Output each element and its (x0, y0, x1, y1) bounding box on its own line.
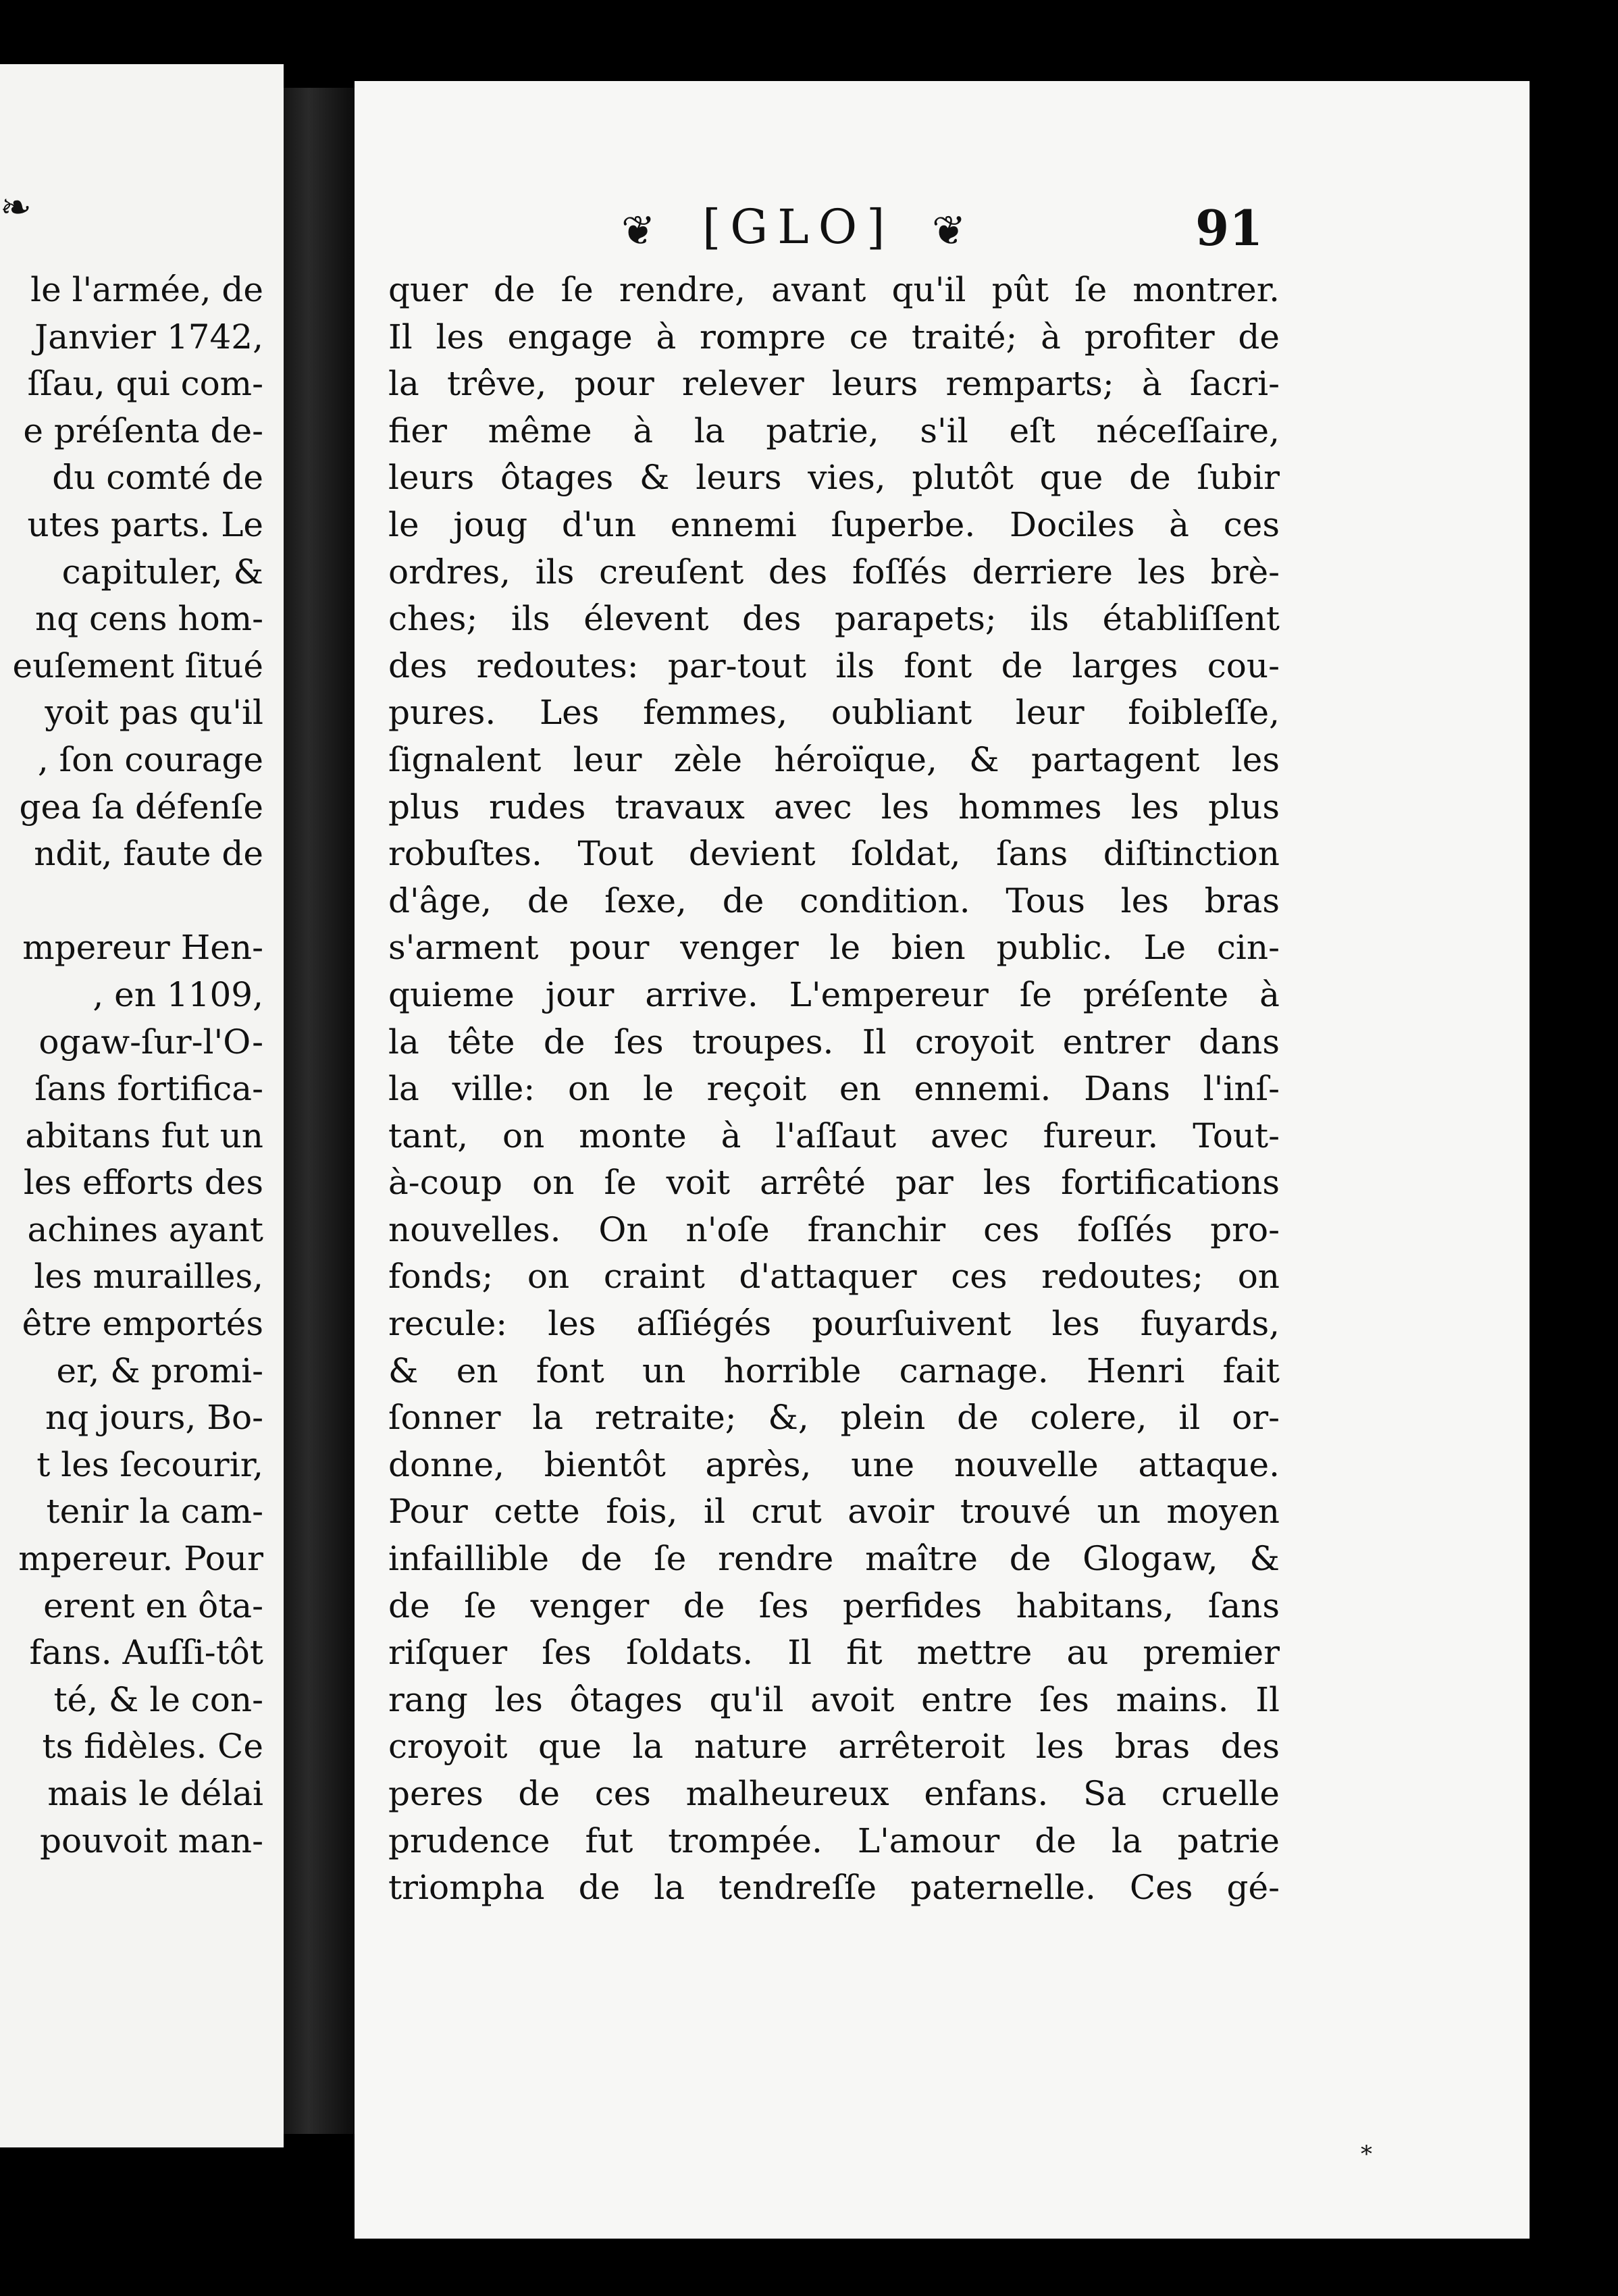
text-line: ſonner la retraite; &, plein de colere, il or- (388, 1398, 1280, 1438)
book-gutter (284, 88, 355, 2134)
text-line: donne, bientôt après, une nouvelle attaque. (388, 1444, 1280, 1484)
left-page-line: yoit pas qu'il (45, 693, 263, 733)
left-page-line: mpereur. Pour (18, 1539, 263, 1579)
text-line: Il les engage à rompre ce traité; à profiter de (388, 317, 1280, 357)
left-page-line: ogaw-ſur-l'O- (38, 1022, 263, 1062)
text-line: des redoutes: par-tout ils font de larges cou- (388, 646, 1280, 685)
text-line: à-coup on ſe voit arrêté par les fortifications (388, 1163, 1280, 1203)
text-line: d'âge, de ſexe, de condition. Tous les bras (388, 881, 1280, 920)
left-page-line: les efforts des (23, 1163, 263, 1203)
left-page-line: achines ayant (27, 1209, 263, 1249)
left-page-line: utes parts. Le (27, 504, 263, 544)
text-line: peres de ces malheureux enfans. Sa cruelle (388, 1774, 1280, 1813)
text-line: ſignalent leur zèle héroïque, & partagent les (388, 739, 1280, 779)
left-page-line: gea ſa défenſe (19, 787, 263, 827)
text-line: leurs ôtages & leurs vies, plutôt que de ſubir (388, 458, 1280, 498)
left-page-line: ſans fortifica- (34, 1069, 263, 1109)
text-line: quer de ſe rendre, avant qu'il pût ſe montrer. (388, 270, 1280, 309)
left-page-line: ſſau, qui com- (27, 364, 263, 404)
text-line: croyoit que la nature arrêteroit les bras des (388, 1727, 1280, 1767)
text-line: de ſe venger de ſes perfides habitans, ſans (388, 1586, 1280, 1625)
left-page-line: être emportés (22, 1304, 263, 1344)
left-page-line: t les ſecourir, (36, 1444, 263, 1484)
text-line: nouvelles. On n'oſe franchir ces foſſés pro- (388, 1209, 1280, 1249)
text-line: & en font un horrible carnage. Henri fait (388, 1351, 1280, 1390)
bottom-mark: * (1361, 2141, 1372, 2168)
left-page-ornament: ❧ (0, 186, 32, 230)
text-line: la tête de ſes troupes. Il croyoit entrer dans (388, 1022, 1280, 1062)
text-line: robuſtes. Tout devient ſoldat, ſans diſtinction (388, 834, 1280, 874)
left-page-line: ndit, faute de (34, 834, 263, 874)
right-page (355, 81, 1530, 2239)
left-page-line: nq cens hom- (34, 599, 263, 639)
text-line: rang les ôtages qu'il avoit entre ſes mains. Il (388, 1679, 1280, 1719)
left-page-line: erent en ôta- (43, 1586, 263, 1625)
text-line: quieme jour arrive. L'empereur ſe préſente à (388, 974, 1280, 1014)
text-line: tant, on monte à l'aſſaut avec fureur. Tout- (388, 1116, 1280, 1155)
text-line: s'arment pour venger le bien public. Le cin- (388, 928, 1280, 968)
left-page-line: fans. Auſſi-tôt (29, 1633, 263, 1673)
left-page-line: té, & le con- (53, 1679, 263, 1719)
text-line: fier même à la patrie, s'il eſt néceſſaire, (388, 411, 1280, 450)
left-page-line: mais le délai (47, 1774, 263, 1813)
text-line: ordres, ils creuſent des foſſés derriere les brè- (388, 552, 1280, 592)
left-page-line: le l'armée, de (30, 270, 263, 309)
left-page-line: er, & promi- (56, 1351, 263, 1390)
left-page-line: pouvoit man- (40, 1821, 263, 1860)
left-page-line: tenir la cam- (46, 1492, 263, 1532)
left-page-line: , en 1109, (93, 974, 263, 1014)
left-page-line: abitans fut un (25, 1116, 263, 1155)
text-line: ches; ils élevent des parapets; ils établiſſent (388, 599, 1280, 639)
header-title: [GLO] (702, 199, 895, 255)
left-page-line: nq jours, Bo- (45, 1398, 263, 1438)
ornament-left-icon: ❦ (621, 207, 656, 255)
left-page-line: euſement ſitué (12, 646, 263, 685)
left-page (0, 64, 284, 2147)
running-header (355, 199, 1530, 260)
text-line: Pour cette fois, il crut avoir trouvé un moyen (388, 1492, 1280, 1532)
text-line: pures. Les femmes, oubliant leur foibleſſe, (388, 693, 1280, 733)
text-line: la ville: on le reçoit en ennemi. Dans l'inſ- (388, 1069, 1280, 1109)
left-page-line: les murailles, (34, 1257, 263, 1297)
left-page-line: e préſenta de- (23, 411, 263, 450)
text-line: prudence fut trompée. L'amour de la patrie (388, 1821, 1280, 1860)
left-page-line: du comté de (52, 458, 263, 498)
left-page-line: Janvier 1742, (34, 317, 263, 357)
left-page-line: capituler, & (61, 552, 263, 592)
left-page-line: mpereur Hen- (22, 928, 263, 968)
body-text (388, 267, 1280, 1912)
left-page-line (0, 878, 263, 925)
text-line: infaillible de ſe rendre maître de Glogaw, & (388, 1539, 1280, 1579)
ornament-right-icon: ❦ (932, 207, 966, 255)
text-line: triompha de la tendreſſe paternelle. Ces gé- (388, 1868, 1280, 1908)
left-page-line: ts fidèles. Ce (42, 1727, 263, 1767)
text-line: recule: les aſſiégés pourſuivent les fuyards, (388, 1304, 1280, 1344)
text-line: la trêve, pour relever leurs remparts; à ſacri- (388, 364, 1280, 404)
text-line: plus rudes travaux avec les hommes les plus (388, 787, 1280, 827)
text-line: riſquer ſes ſoldats. Il fit mettre au premier (388, 1633, 1280, 1673)
text-line: le joug d'un ennemi ſuperbe. Dociles à ces (388, 504, 1280, 544)
text-line: fonds; on craint d'attaquer ces redoutes; on (388, 1257, 1280, 1297)
left-page-line: , ſon courage (37, 739, 263, 779)
page-number: 91 (1195, 199, 1263, 257)
left-page-text (0, 267, 263, 1864)
